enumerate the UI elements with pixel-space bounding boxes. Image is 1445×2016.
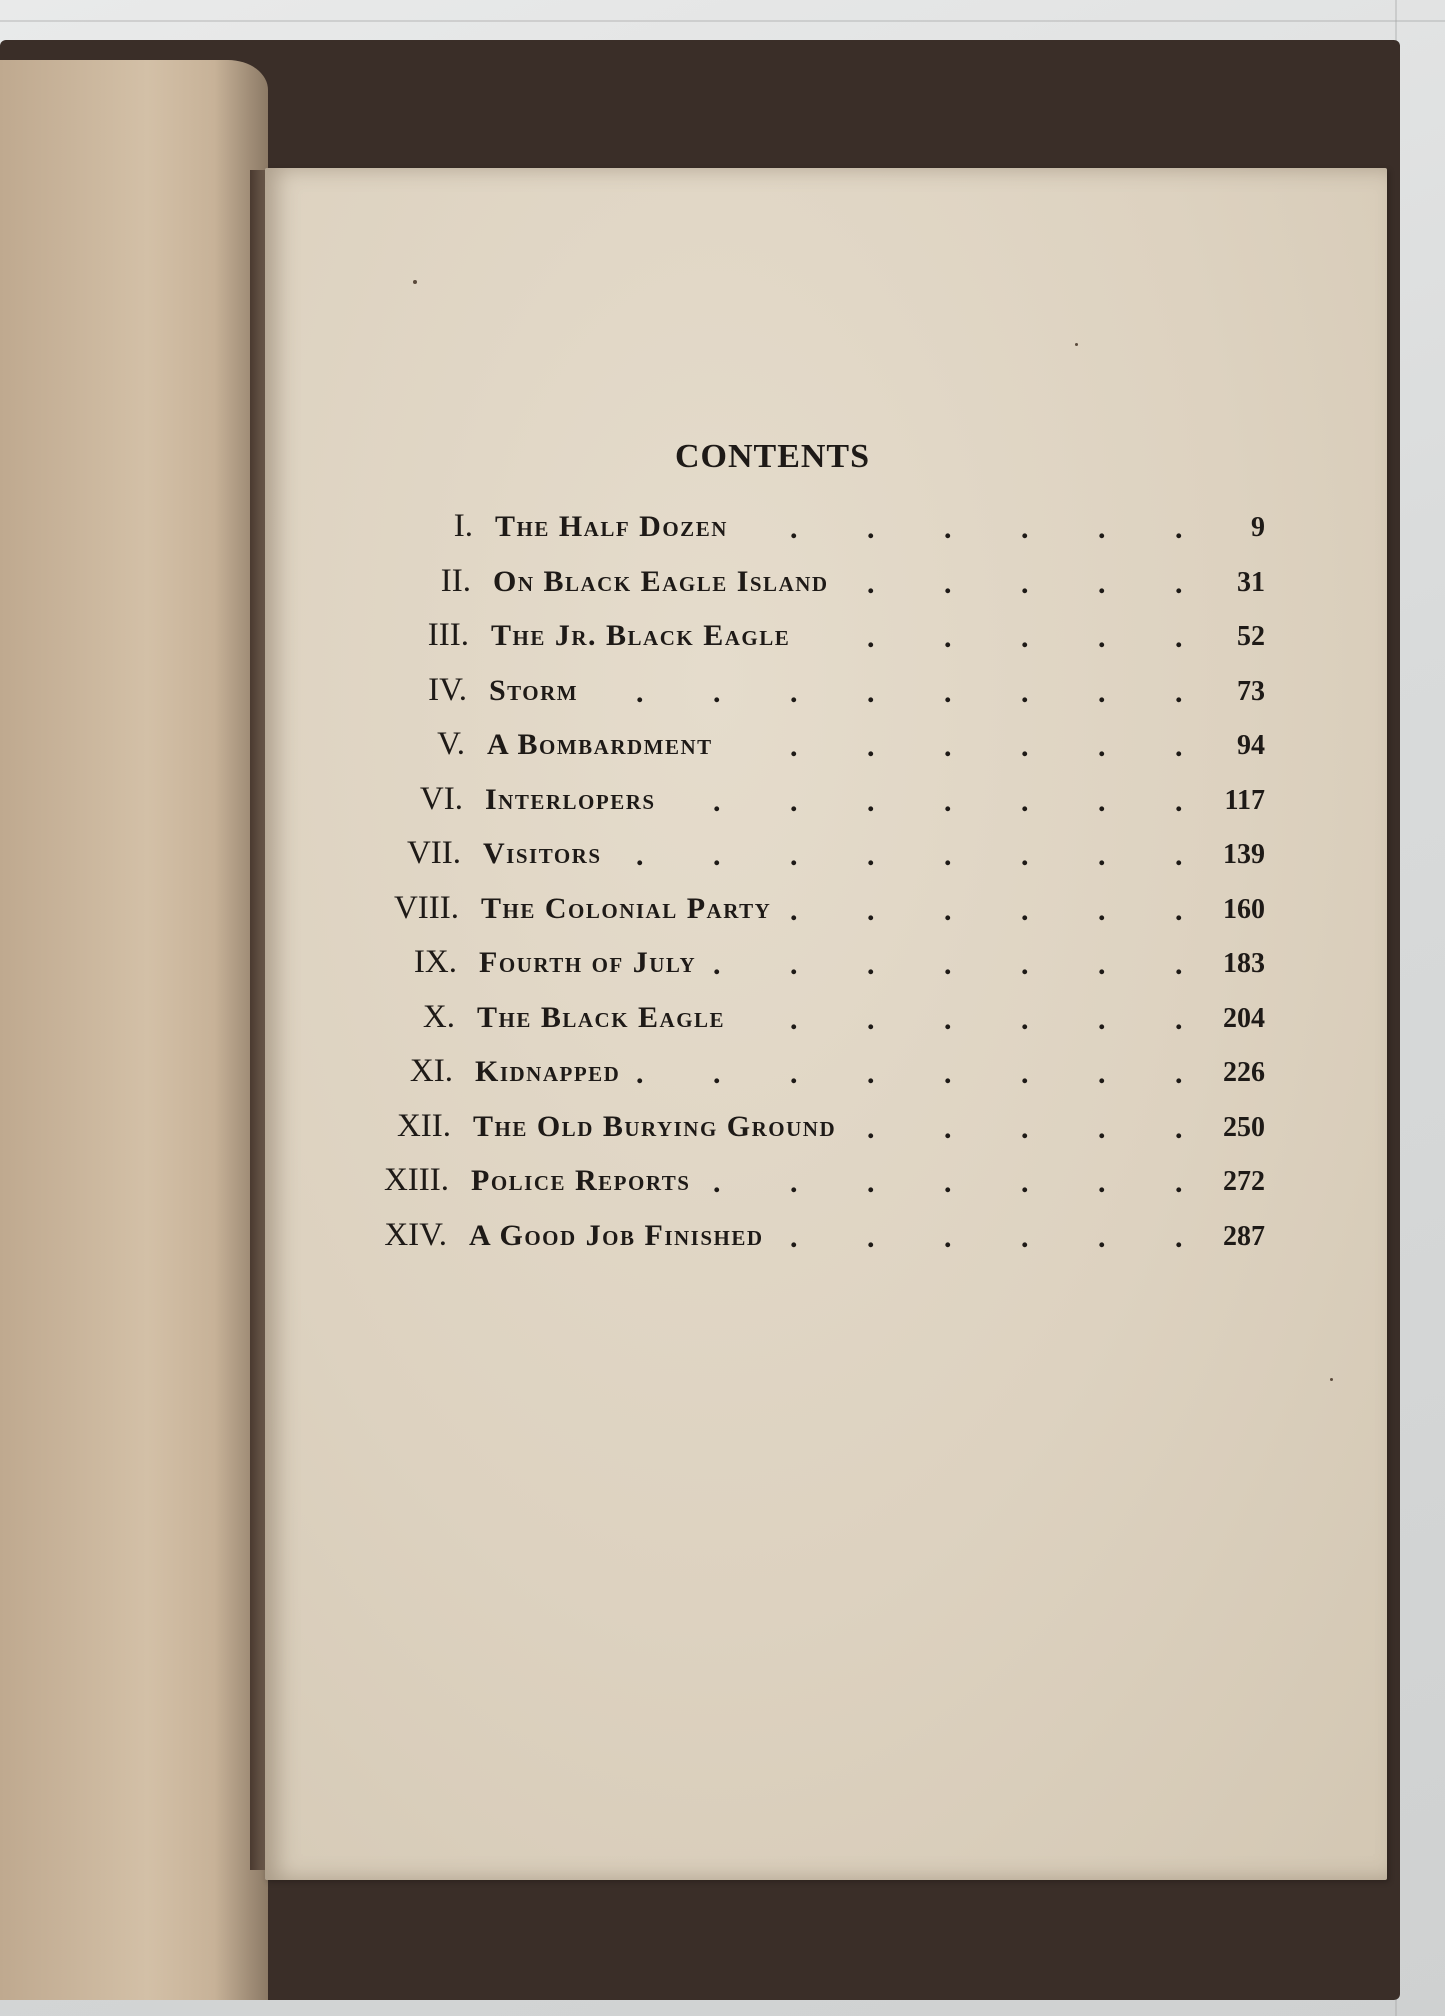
chapter-numeral: I.: [453, 508, 473, 544]
leader-dot: .: [1175, 839, 1183, 872]
dot-leader: [265, 1000, 1387, 1043]
chapter-title: A Good Job Finished: [469, 1218, 764, 1252]
leader-dot: .: [1098, 839, 1106, 872]
chapter-title: Fourth of July: [479, 946, 697, 979]
chapter-page-number: 250: [1223, 1111, 1265, 1143]
leader-dot: .: [713, 948, 721, 981]
chapter-title: Kidnapped: [475, 1055, 621, 1088]
tile-seam: [0, 20, 1445, 22]
leader-dot: .: [944, 621, 952, 654]
leader-dot: .: [1175, 948, 1183, 981]
toc-entry: [265, 944, 1387, 999]
paper-speck: [1330, 1378, 1333, 1381]
chapter-page-number: 73: [1237, 675, 1265, 707]
leader-dot: .: [944, 1166, 952, 1199]
leader-dot: .: [1098, 1220, 1106, 1254]
leader-dot: .: [1175, 1166, 1183, 1199]
dot-leader: [265, 1057, 1387, 1097]
leader-dot: .: [867, 839, 875, 872]
leader-dot: .: [790, 893, 798, 927]
leader-dot: .: [1098, 1111, 1106, 1145]
leader-dot: .: [944, 784, 952, 818]
dot-leader: [265, 621, 1387, 661]
chapter-numeral: VIII.: [393, 889, 459, 926]
chapter-numeral: XII.: [396, 1107, 451, 1144]
leader-dot: .: [1021, 948, 1029, 981]
toc-entry: [265, 1108, 1387, 1163]
leader-dot: .: [867, 566, 875, 600]
chapter-title: The Jr. Black Eagle: [491, 619, 791, 652]
chapter-numeral: VII.: [406, 835, 461, 871]
leader-dot: .: [1098, 1002, 1106, 1036]
leader-dot: .: [944, 512, 952, 545]
leader-dot: .: [790, 784, 798, 818]
leader-dot: .: [1098, 675, 1106, 709]
chapter-numeral: II.: [440, 562, 471, 599]
chapter-numeral: X.: [422, 998, 455, 1035]
toc-entry: [265, 999, 1387, 1054]
chapter-title: A Bombardment: [487, 728, 713, 761]
leader-dot: .: [1021, 839, 1029, 872]
leader-dot: .: [867, 1002, 875, 1036]
leader-dot: .: [867, 1111, 875, 1145]
chapter-page-number: 9: [1251, 512, 1265, 543]
leader-dot: .: [1098, 1057, 1106, 1090]
leader-dot: .: [867, 675, 875, 709]
paper-speck: [413, 280, 417, 284]
chapter-title: Interlopers: [485, 782, 656, 816]
toc-entry: [265, 835, 1387, 890]
chapter-numeral: XI.: [409, 1053, 453, 1089]
dot-leader: [265, 564, 1387, 607]
leader-dot: .: [790, 675, 798, 709]
dot-leader: [265, 673, 1387, 716]
leader-dot: .: [944, 675, 952, 709]
contents-page: [265, 168, 1387, 1880]
leader-dot: .: [1021, 1166, 1029, 1199]
toc-entry: [265, 563, 1387, 618]
leader-dot: .: [867, 784, 875, 818]
chapter-page-number: 287: [1223, 1220, 1265, 1252]
leader-dot: .: [1021, 1220, 1029, 1254]
chapter-numeral: XIII.: [383, 1162, 449, 1198]
leader-dot: .: [1098, 948, 1106, 981]
leader-dot: .: [1098, 730, 1106, 763]
leader-dot: .: [790, 839, 798, 872]
leader-dot: .: [944, 893, 952, 927]
left-page: [0, 60, 268, 2000]
leader-dot: .: [867, 1057, 875, 1090]
chapter-page-number: 204: [1223, 1002, 1265, 1034]
chapter-title: The Old Burying Ground: [473, 1109, 837, 1143]
leader-dot: .: [1098, 512, 1106, 545]
leader-dot: .: [944, 566, 952, 600]
chapter-page-number: 272: [1223, 1166, 1265, 1197]
leader-dot: .: [713, 784, 721, 818]
dot-leader: [265, 730, 1387, 770]
chapter-page-number: 183: [1223, 948, 1265, 979]
leader-dot: .: [713, 839, 721, 872]
leader-dot: .: [1021, 621, 1029, 654]
chapter-title: The Black Eagle: [477, 1000, 726, 1034]
dot-leader: [265, 1218, 1387, 1261]
leader-dot: .: [1098, 621, 1106, 654]
chapter-page-number: 139: [1223, 839, 1265, 870]
leader-dot: .: [636, 839, 644, 872]
toc-entry: [265, 1217, 1387, 1272]
leader-dot: .: [1098, 1166, 1106, 1199]
leader-dot: .: [713, 675, 721, 709]
leader-dot: .: [790, 1220, 798, 1254]
toc-entry: [265, 890, 1387, 945]
chapter-title: Police Reports: [471, 1164, 691, 1197]
dot-leader: [265, 1166, 1387, 1206]
leader-dot: .: [1175, 1111, 1183, 1145]
chapter-page-number: 117: [1224, 784, 1265, 816]
leader-dot: .: [1175, 566, 1183, 600]
leader-dot: .: [1021, 1057, 1029, 1090]
chapter-title: Visitors: [483, 837, 602, 870]
leader-dot: .: [944, 730, 952, 763]
leader-dot: .: [867, 730, 875, 763]
toc-entry: [265, 672, 1387, 727]
chapter-numeral: III.: [427, 617, 469, 653]
chapter-page-number: 226: [1223, 1057, 1265, 1088]
leader-dot: .: [1021, 893, 1029, 927]
toc-entry: [265, 617, 1387, 672]
leader-dot: .: [1175, 675, 1183, 709]
chapter-page-number: 52: [1237, 621, 1265, 652]
leader-dot: .: [1175, 512, 1183, 545]
dot-leader: [265, 782, 1387, 825]
leader-dot: .: [1098, 893, 1106, 927]
leader-dot: .: [790, 1002, 798, 1036]
leader-dot: .: [1021, 566, 1029, 600]
leader-dot: .: [1175, 893, 1183, 927]
leader-dot: .: [1175, 1057, 1183, 1090]
toc-entry: [265, 508, 1387, 563]
toc-entry: [265, 1053, 1387, 1108]
leader-dot: .: [1175, 621, 1183, 654]
leader-dot: .: [790, 948, 798, 981]
chapter-page-number: 31: [1237, 566, 1265, 598]
table-of-contents: [265, 508, 1387, 1271]
leader-dot: .: [867, 893, 875, 927]
leader-dot: .: [1175, 1002, 1183, 1036]
leader-dot: .: [790, 730, 798, 763]
leader-dot: .: [713, 1166, 721, 1199]
leader-dot: .: [867, 512, 875, 545]
leader-dot: .: [1021, 784, 1029, 818]
leader-dot: .: [1175, 730, 1183, 763]
leader-dot: .: [944, 1057, 952, 1090]
dot-leader: [265, 891, 1387, 934]
leader-dot: .: [867, 621, 875, 654]
leader-dot: .: [944, 948, 952, 981]
chapter-title: The Half Dozen: [495, 510, 728, 543]
chapter-numeral: V.: [437, 726, 465, 762]
leader-dot: .: [790, 512, 798, 545]
leader-dot: .: [944, 1111, 952, 1145]
chapter-numeral: XIV.: [384, 1216, 447, 1253]
leader-dot: .: [1098, 784, 1106, 818]
leader-dot: .: [1021, 1002, 1029, 1036]
leader-dot: .: [1021, 512, 1029, 545]
leader-dot: .: [636, 1057, 644, 1090]
dot-leader: [265, 1109, 1387, 1152]
paper-speck: [1075, 343, 1078, 346]
leader-dot: .: [790, 1166, 798, 1199]
toc-entry: [265, 781, 1387, 836]
dot-leader: [265, 948, 1387, 988]
toc-entry: [265, 726, 1387, 781]
chapter-title: Storm: [489, 673, 579, 707]
leader-dot: .: [944, 1002, 952, 1036]
leader-dot: .: [1098, 566, 1106, 600]
leader-dot: .: [1175, 784, 1183, 818]
chapter-numeral: IX.: [413, 944, 457, 980]
chapter-page-number: 94: [1237, 730, 1265, 761]
leader-dot: .: [790, 1057, 798, 1090]
page-title: CONTENTS: [674, 438, 871, 475]
chapter-numeral: VI.: [419, 780, 463, 817]
dot-leader: [265, 512, 1387, 552]
leader-dot: .: [867, 948, 875, 981]
leader-dot: .: [636, 675, 644, 709]
leader-dot: .: [944, 839, 952, 872]
leader-dot: .: [1021, 730, 1029, 763]
chapter-title: The Colonial Party: [481, 891, 772, 925]
chapter-page-number: 160: [1223, 893, 1265, 925]
leader-dot: .: [867, 1220, 875, 1254]
chapter-title: On Black Eagle Island: [493, 564, 829, 598]
chapter-numeral: IV.: [428, 671, 467, 708]
leader-dot: .: [867, 1166, 875, 1199]
leader-dot: .: [1021, 675, 1029, 709]
dot-leader: [265, 839, 1387, 879]
leader-dot: .: [1175, 1220, 1183, 1254]
leader-dot: .: [1021, 1111, 1029, 1145]
leader-dot: .: [713, 1057, 721, 1090]
toc-entry: [265, 1162, 1387, 1217]
leader-dot: .: [944, 1220, 952, 1254]
